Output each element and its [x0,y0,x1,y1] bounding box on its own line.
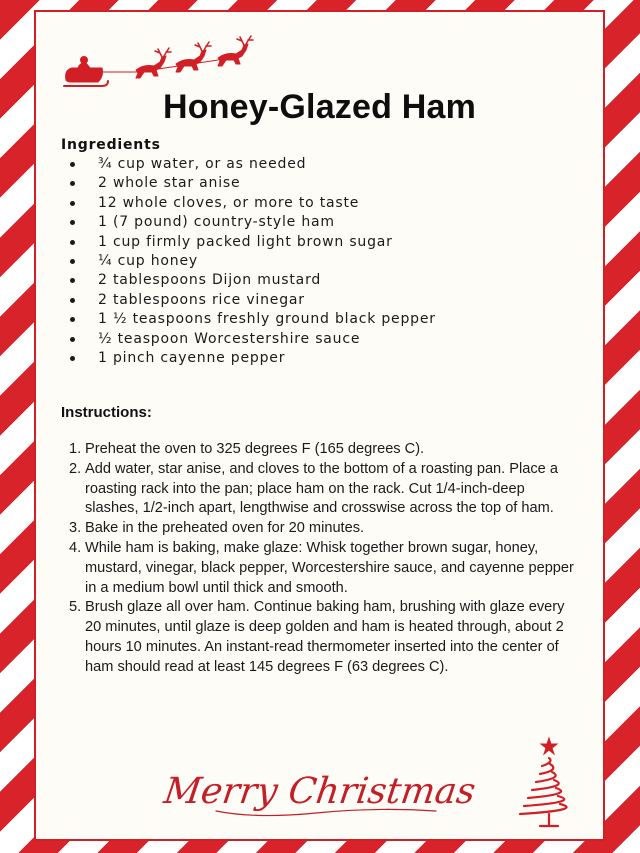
list-item: 1 pinch cayenne pepper [66,349,436,368]
list-item: ¼ cup honey [66,252,436,271]
christmas-tree-icon [514,734,584,834]
greeting-text: Merry Christmas [161,769,479,812]
step-number: 5. [69,599,82,616]
ingredients-heading: Ingredients [61,137,161,153]
step-text: While ham is baking, make glaze: Whisk together brown sugar, honey, mustard, vinegar, black pepper, Worcestershire sauce, and cayenne pepper in a medium bowl until thick and smooth. [85,539,574,596]
step-number: 4. [69,539,82,556]
list-item: 2 tablespoons rice vinegar [66,291,436,310]
step-number: 3. [69,520,82,537]
list-item: 1 cup firmly packed light brown sugar [66,233,436,252]
step-text: Bake in the preheated oven for 20 minutes. [85,520,365,537]
merry-christmas-script [161,747,479,827]
instructions-list [69,440,579,678]
list-item [69,539,579,598]
list-item: 2 tablespoons Dijon mustard [66,271,436,290]
ingredients-list [66,155,436,368]
list-item [69,519,579,539]
page-title: Honey-Glazed Ham [162,88,477,126]
list-item: ½ teaspoon Worcestershire sauce [66,330,436,349]
list-item: 1 (7 pound) country-style ham [66,213,436,232]
step-text: Add water, star anise, and cloves to the bottom of a roasting pan. Place a roasting rack into the pan; place ham on the rack. Cut 1/4-inch-deep slashes, 1/2-inch apart, lengthwise and crosswise across the top of ham. [85,460,558,517]
step-number: 2. [69,460,82,477]
list-item: ¾ cup water, or as needed [66,155,436,174]
list-item [69,440,579,460]
instructions-heading: Instructions: [61,404,152,421]
list-item: 1 ½ teaspoons freshly ground black pepper [66,310,436,329]
list-item [69,460,579,519]
list-item [69,598,579,677]
step-text: Preheat the oven to 325 degrees F (165 degrees C). [85,441,425,457]
step-number: 1. [69,441,82,457]
list-item: 2 whole star anise [66,174,436,193]
recipe-card [34,10,605,841]
step-text: Brush glaze all over ham. Continue baking ham, brushing with glaze every 20 minutes, until glaze is deep golden and ham is heated through, about 2 hours 10 minutes. An instant-read thermometer inserted into the center of ham should read at least 145 degrees F (63 degrees C). [85,599,565,675]
list-item: 12 whole cloves, or more to taste [66,194,436,213]
